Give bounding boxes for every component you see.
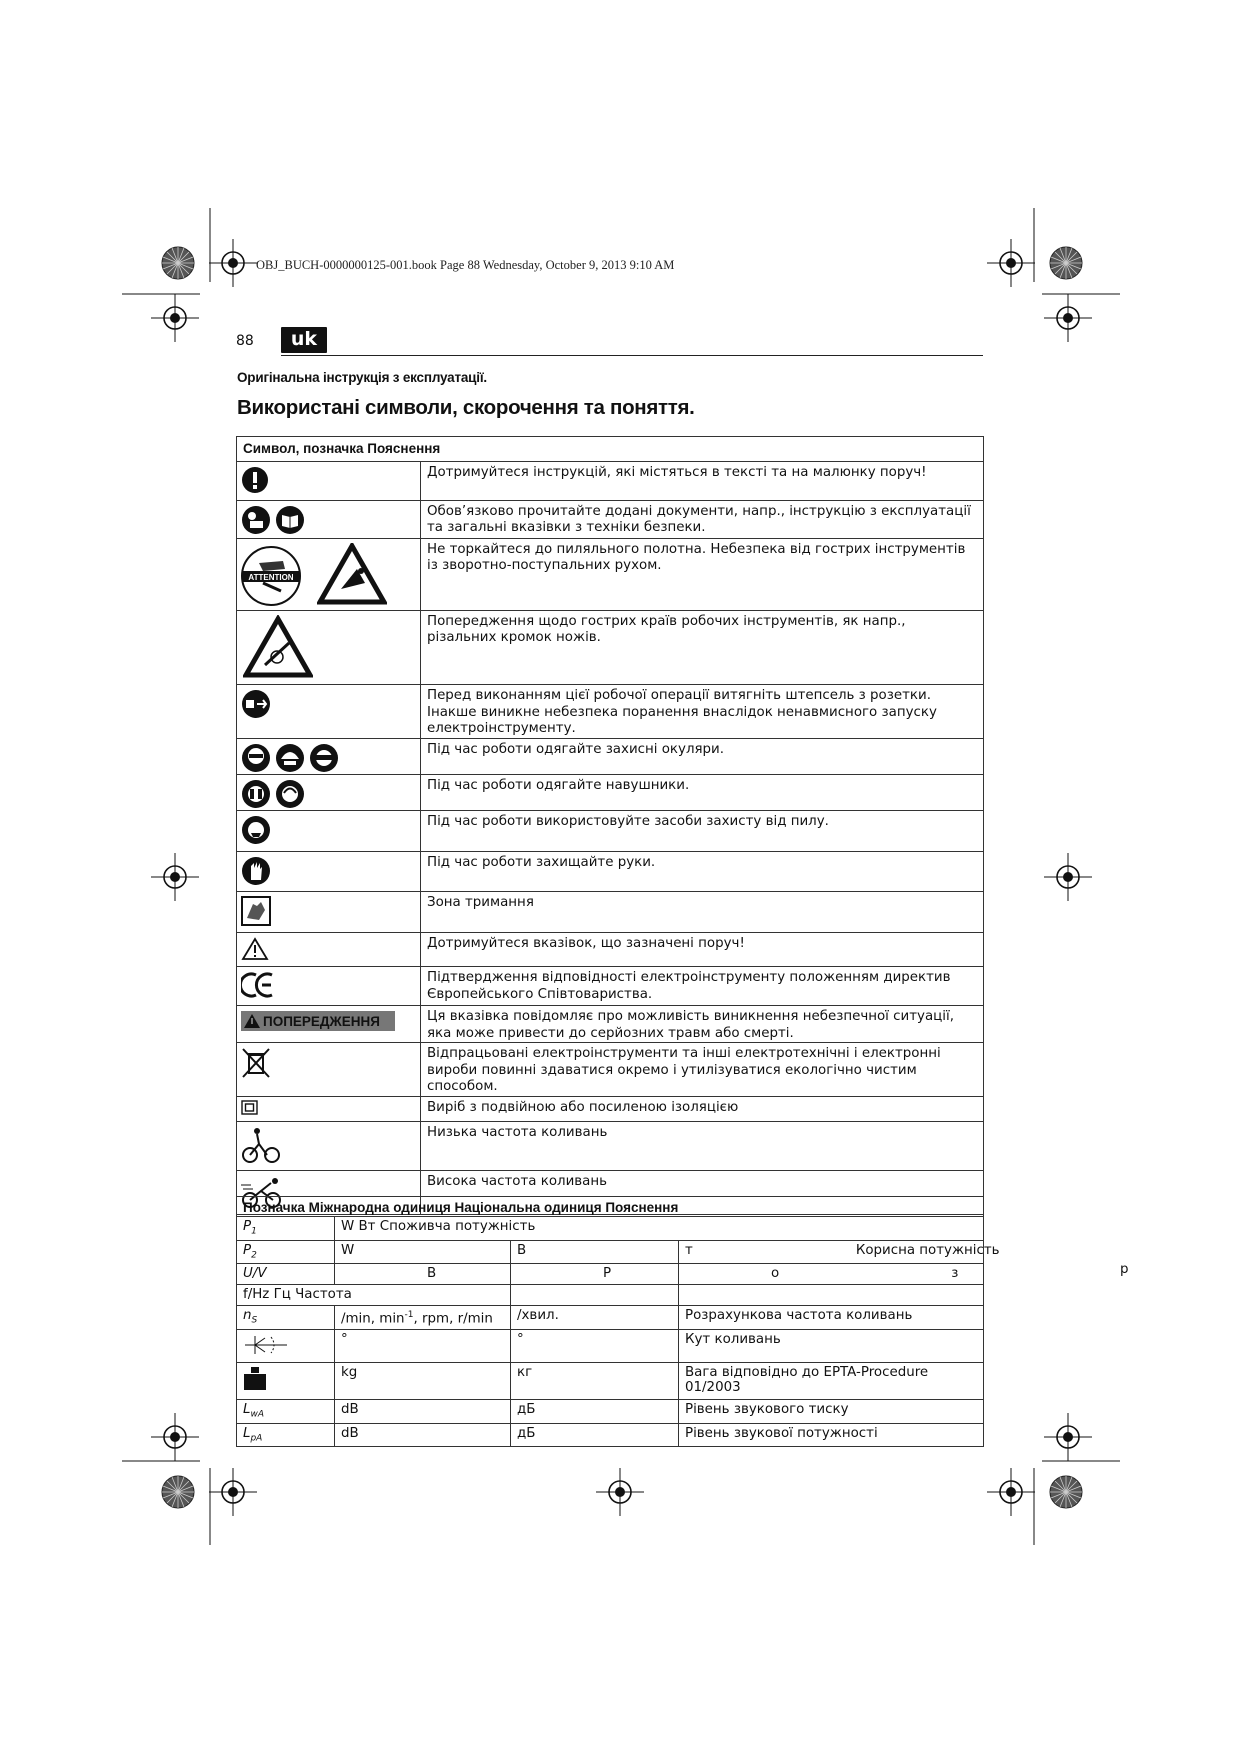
sharp-blade-warning-icon [317, 543, 387, 605]
weee-bin-icon [241, 1047, 271, 1079]
oscillation-angle-icon [243, 1332, 289, 1358]
grip-area-icon [241, 896, 271, 926]
table-row: Попередження щодо гострих країв робочих інструментів, як напр., різальних кромок ножів. [237, 610, 984, 685]
weight-icon [243, 1365, 267, 1391]
units-table-header: Позначка Міжнародна одиниця Національна одиниця Пояснення [237, 1197, 984, 1217]
manual-book-icon [275, 505, 305, 535]
table-row: f/Hz Гц Частота [237, 1285, 984, 1306]
dust-mask-icon [241, 815, 271, 845]
ear-muffs-icon [275, 779, 305, 809]
table-row: Зона тримання [237, 892, 984, 933]
sharp-edge-warning-icon [243, 615, 313, 679]
table-row: Під час роботи одягайте навушники. [237, 775, 984, 811]
table-row: ПОПЕРЕДЖЕННЯ Ця вказівка повідомляє про можливість виникнення небезпечної ситуації, яка може привести до серйозних травм або смерті. [237, 1006, 984, 1043]
table-row: Низька частота коливань [237, 1122, 984, 1171]
header-rule [281, 355, 983, 356]
table-row: $L_{wA}$ dB дБ Рівень звукового тиску [237, 1400, 984, 1424]
ear-protection-icon [241, 779, 271, 809]
table-row: Обов’язково прочитайте додані документи, напр., інструкцію з експлуатації та загальні вказівки з техніки безпеки. [237, 500, 984, 538]
gloves-icon [241, 856, 271, 886]
safety-goggles-icon [309, 743, 339, 773]
read-instructions-icon [241, 505, 271, 535]
page-title: Використані символи, скорочення та поняття. [237, 396, 695, 419]
warning-label-text: ПОПЕРЕДЖЕННЯ [263, 1014, 380, 1029]
page-number: 88 [236, 333, 254, 349]
table-row: $P_2$ W В т Корисна потужність [237, 1240, 984, 1264]
units-table [236, 1196, 1000, 1447]
table-row: Під час роботи використовуйте засоби захисту від пилу. [237, 811, 984, 852]
table-row: Під час роботи захищайте руки. [237, 851, 984, 892]
table-row: Дотримуйтеся інструкцій, які містяться в тексті та на малюнку поруч! [237, 462, 984, 501]
table-row: Висока частота коливань [237, 1170, 984, 1215]
warning-label-icon [241, 1010, 395, 1032]
safety-helmet-icon [275, 743, 305, 773]
table-row: Перед виконанням цієї робочої операції витягніть штепсель з розетки. Інакше виникне небезпека поранення внаслідок ненавмисного запуску електроінструменту. [237, 685, 984, 739]
table-row: $n_S$ /min, $\min^{-1}$, rpm, r/min /хвил. Розрахункова частота коливань [237, 1306, 984, 1330]
mandatory-exclamation-icon [241, 466, 269, 494]
slow-bicycle-icon [241, 1126, 281, 1164]
table-row: U/V В Р о з [237, 1264, 984, 1285]
ce-mark-icon [241, 971, 275, 999]
table-row: Підтвердження відповідності електроінструменту положенням директив Європейського Співтовариства. [237, 967, 984, 1006]
symbols-table-header: Символ, позначка Пояснення [237, 437, 984, 462]
double-insulation-icon [241, 1100, 259, 1116]
saw-blade-attention-icon [241, 543, 301, 609]
table-row: kg кг Вага відповідно до EPTA-Procedure 01/2003 [237, 1363, 984, 1400]
unplug-icon [241, 689, 271, 719]
language-badge: uk [281, 327, 327, 353]
table-row: $L_{pA}$ dB дБ Рівень звукової потужності [237, 1423, 984, 1447]
face-shield-icon [241, 743, 271, 773]
table-row: ATTENTION Не торкайтеся до пиляльного полотна. Небезпека від гострих інструментів із зворотно-поступальних рухом. [237, 538, 984, 610]
document-subtitle: Оригінальна інструкція з експлуатації. [237, 370, 487, 385]
warning-triangle-icon [241, 937, 269, 961]
book-header: OBJ_BUCH-0000000125-001.book Page 88 Wednesday, October 9, 2013 9:10 AM [256, 258, 675, 272]
table-row: ° ° Кут коливань [237, 1330, 984, 1363]
table-row: Відпрацьовані електроінструменти та інші електротехнічні і електронні вироби повинні здаватися окремо і утилізуватися екологічно чистим способом. [237, 1043, 984, 1097]
symbols-table [236, 436, 984, 1215]
table-row: Виріб з подвійною або посиленою ізоляцією [237, 1096, 984, 1122]
table-row: $P_1$ W Вт Споживча потужність [237, 1217, 984, 1241]
table-row: Дотримуйтеся вказівок, що зазначені поруч! [237, 932, 984, 967]
table-row: Під час роботи одягайте захисні окуляри. [237, 739, 984, 775]
overflow-text: р [1120, 1262, 1129, 1277]
attention-label: ATTENTION [248, 572, 294, 582]
